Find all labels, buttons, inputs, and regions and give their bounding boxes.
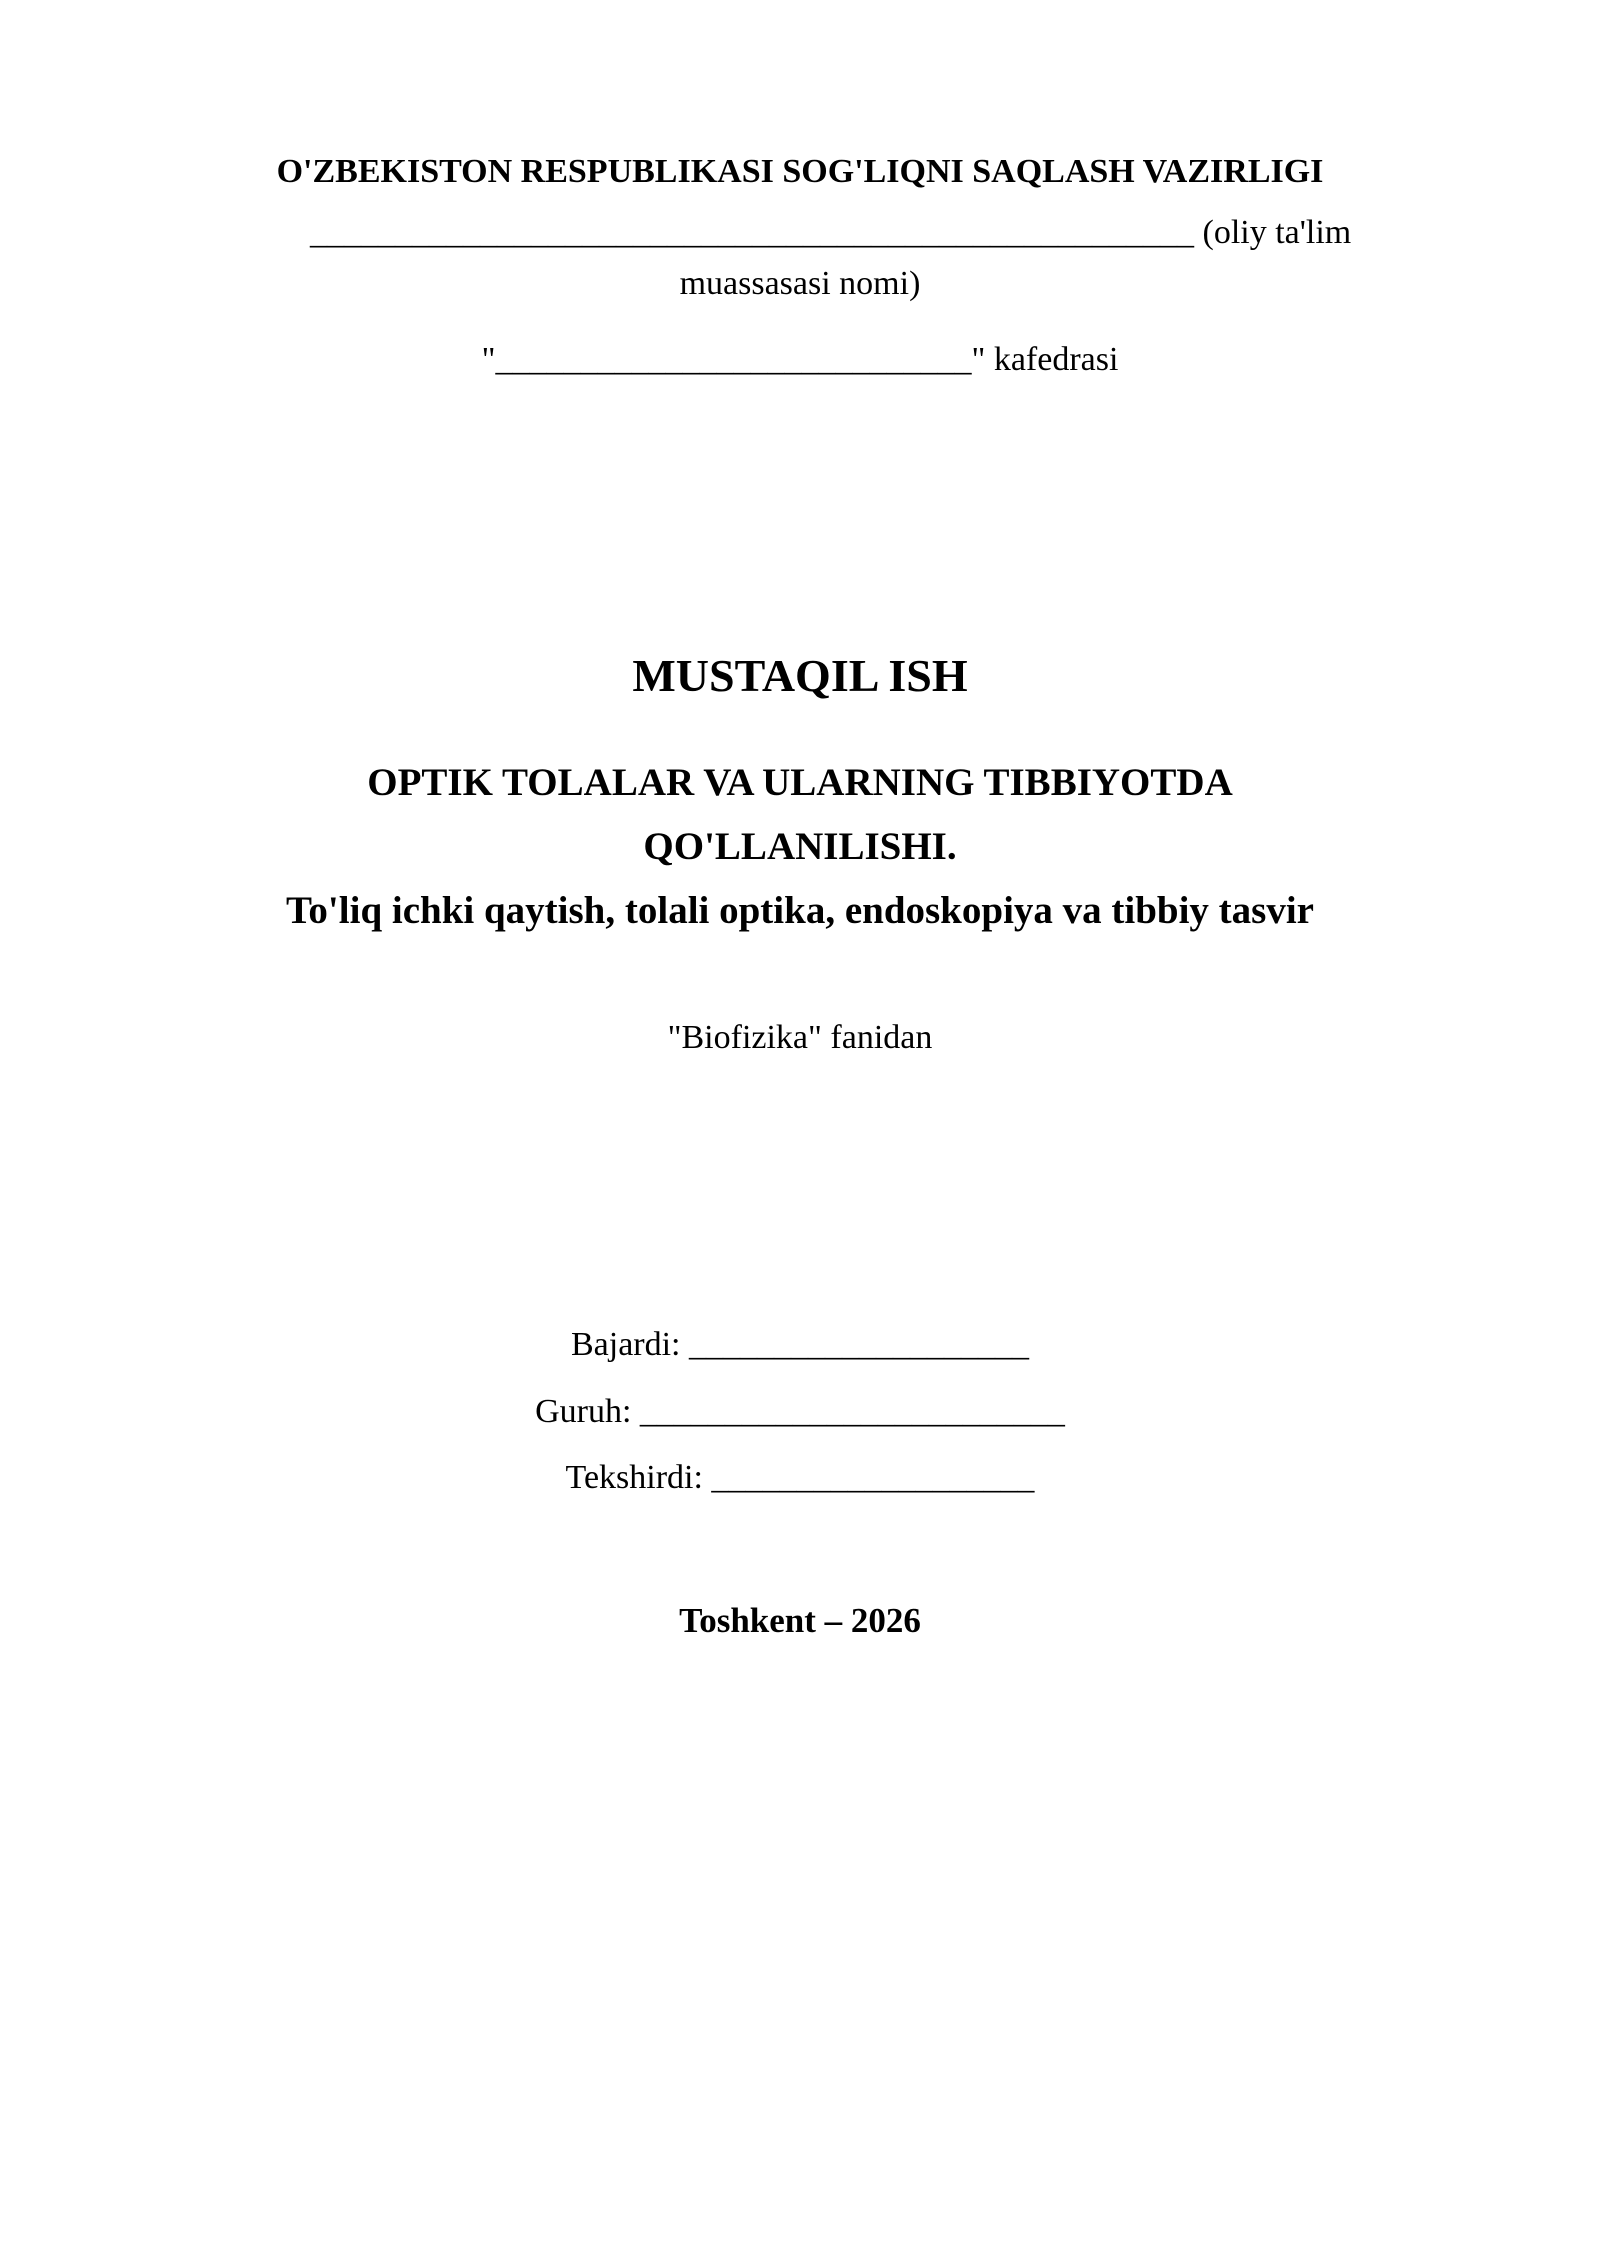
topic-title-line-1: OPTIK TOLALAR VA ULARNING TIBBIYOTDA <box>367 761 1233 804</box>
document-type-title: MUSTAQIL ISH <box>632 650 968 701</box>
topic-subtitle: To'liq ichki qaytish, tolali optika, endoskopiya va tibbiy tasvir <box>286 889 1314 932</box>
department-name: "____________________________" kafedrasi <box>481 341 1119 378</box>
subject-name: "Biofizika" fanidan <box>667 1019 933 1056</box>
city-year: Toshkent – 2026 <box>679 1601 921 1640</box>
institution-name-line-1: ____________________________________________________ (oliy ta'lim <box>310 214 1352 251</box>
group-field: Guruh: _________________________ <box>535 1393 1065 1430</box>
institution-name-line-2: muassasasi nomi) <box>679 265 921 302</box>
checked-by-field: Tekshirdi: ___________________ <box>565 1459 1035 1496</box>
ministry-name: O'ZBEKISTON RESPUBLIKASI SOG'LIQNI SAQLASH VAZIRLIGI <box>276 153 1324 190</box>
performed-by-field: Bajardi: ____________________ <box>570 1326 1030 1363</box>
topic-title-line-2: QO'LLANILISHI. <box>643 825 957 868</box>
